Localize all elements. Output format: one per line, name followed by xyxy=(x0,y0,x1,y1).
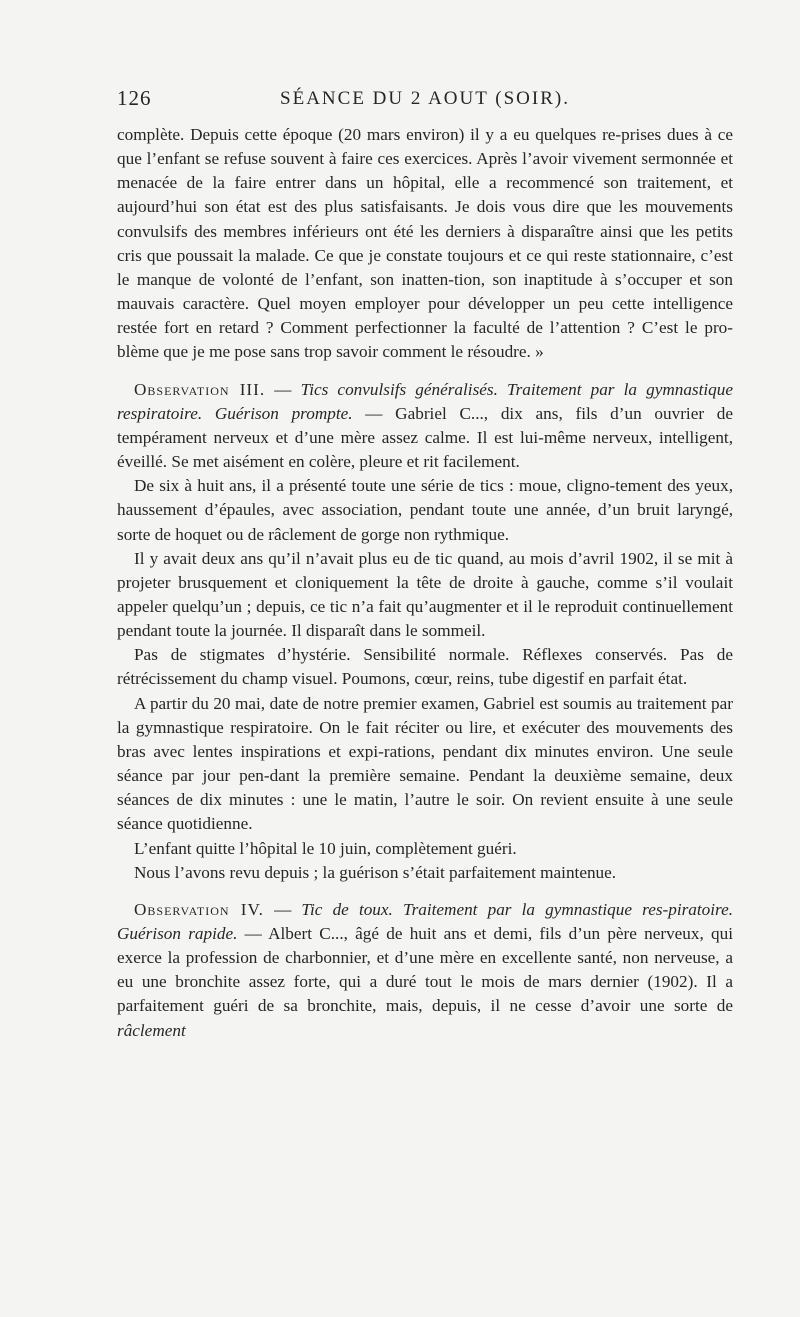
observation-3-paragraph: De six à huit ans, il a présenté toute une série de tics : moue, cligno-tement des yeux, haussement d’épaules, avec association, pendant toute une année, d’un bruit laryngé, sorte de hoquet ou de râclement de gorge non rythmique. xyxy=(117,476,733,544)
observation-3-paragraph: Pas de stigmates d’hystérie. Sensibilité normale. Réflexes conservés. Pas de rétrécissement du champ visuel. Poumons, cœur, reins, tube digestif en parfait état. xyxy=(117,645,733,689)
observation-3-paragraph: Il y avait deux ans qu’il n’avait plus eu de tic quand, au mois d’avril 1902, il se mit à projeter brusquement et cloniquement la tête de droite à gauche, comme s’il voulait appeler quelqu’un ; depuis, ce tic n’a fait qu’augmenter et il le reproduit continuellement pendant toute la journée. Il disparaît dans le sommeil. xyxy=(117,548,733,641)
observation-3-dash: — xyxy=(265,379,301,399)
paragraph-continuation: complète. Depuis cette époque (20 mars environ) il y a eu quelques re-prises dues à ce que l’enfant se refuse souvent à faire ces exercices. Après l’avoir vivement sermonnée et menacée de la faire entrer dans un hôpital, elle a recommencé son traitement, et aujourd’hui son état est des plus satisfaisants. Je dois vous dire que les mouvements convulsifs des membres inférieurs ont été les derniers à disparaître ainsi que les petits cris que poussait la malade. Ce que je constate toujours et ce qui reste stationnaire, c’est le manque de volonté de l’enfant, son inatten-tion, son inaptitude à s’occuper et son mauvais caractère. Quel moyen employer pour développer un peu cette intelligence restée fort en retard ? Comment perfectionner la faculté de l’attention ? C’est le pro-blème que je me pose sans trop savoir comment le résoudre. » xyxy=(117,125,733,362)
observation-4-intro: — Albert C..., âgé de huit ans et demi, fils d’un père nerveux, qui exerce la profession de charbonnier, et d’une mère en excellente santé, non nerveuse, a eu une bronchite assez forte, qui a duré tout le mois de mars dernier (1902). Il a parfaitement guéri de sa bronchite, mais, depuis, il ne cesse d’avoir une sorte de xyxy=(117,924,733,1016)
observation-4-trailing-word: râclement xyxy=(117,1020,186,1040)
observation-3-paragraph: A partir du 20 mai, date de notre premier examen, Gabriel est soumis au traitement par la gymnastique respiratoire. On le fait réciter ou lire, et exécuter des mouvements des bras avec lentes inspirations et expi-rations, pendant dix minutes environ. Une seule séance par jour pen-dant la première semaine. Pendant la deuxième semaine, deux séances de dix minutes : une le matin, l’autre le soir. On revient ensuite à une seule séance quotidienne. xyxy=(117,693,733,834)
running-title: SÉANCE DU 2 AOUT (SOIR). xyxy=(280,88,570,109)
observation-3-paragraph: Nous l’avons revu depuis ; la guérison s’était parfaitement maintenue. xyxy=(134,862,617,882)
observation-4-label: Observation IV. xyxy=(134,899,264,919)
observation-3-title: Tics convulsifs généralisés. Traitement par la gymnastique respiratoire. Guérison prompte. xyxy=(117,379,733,423)
observation-3-intro: — Gabriel C..., dix ans, fils d’un ouvrier de tempérament nerveux et d’une mère assez calme. Il est lui-même nerveux, intelligent, éveillé. Se met aisément en colère, pleure et rit facilement. xyxy=(117,403,733,472)
page-body xyxy=(117,123,733,1043)
observation-4-dash: — xyxy=(263,899,302,919)
observation-3-label: Observation III. xyxy=(134,379,266,399)
observation-4-title: Tic de toux. Traitement par la gymnastique res-piratoire. Guérison rapide. xyxy=(117,899,734,943)
observation-3-heading-paragraph xyxy=(117,378,733,475)
observation-4-heading-paragraph xyxy=(117,898,733,1043)
page-header xyxy=(117,86,733,120)
observation-3-paragraph: L’enfant quitte l’hôpital le 10 juin, complètement guéri. xyxy=(134,838,517,858)
page-number: 126 xyxy=(117,86,152,110)
